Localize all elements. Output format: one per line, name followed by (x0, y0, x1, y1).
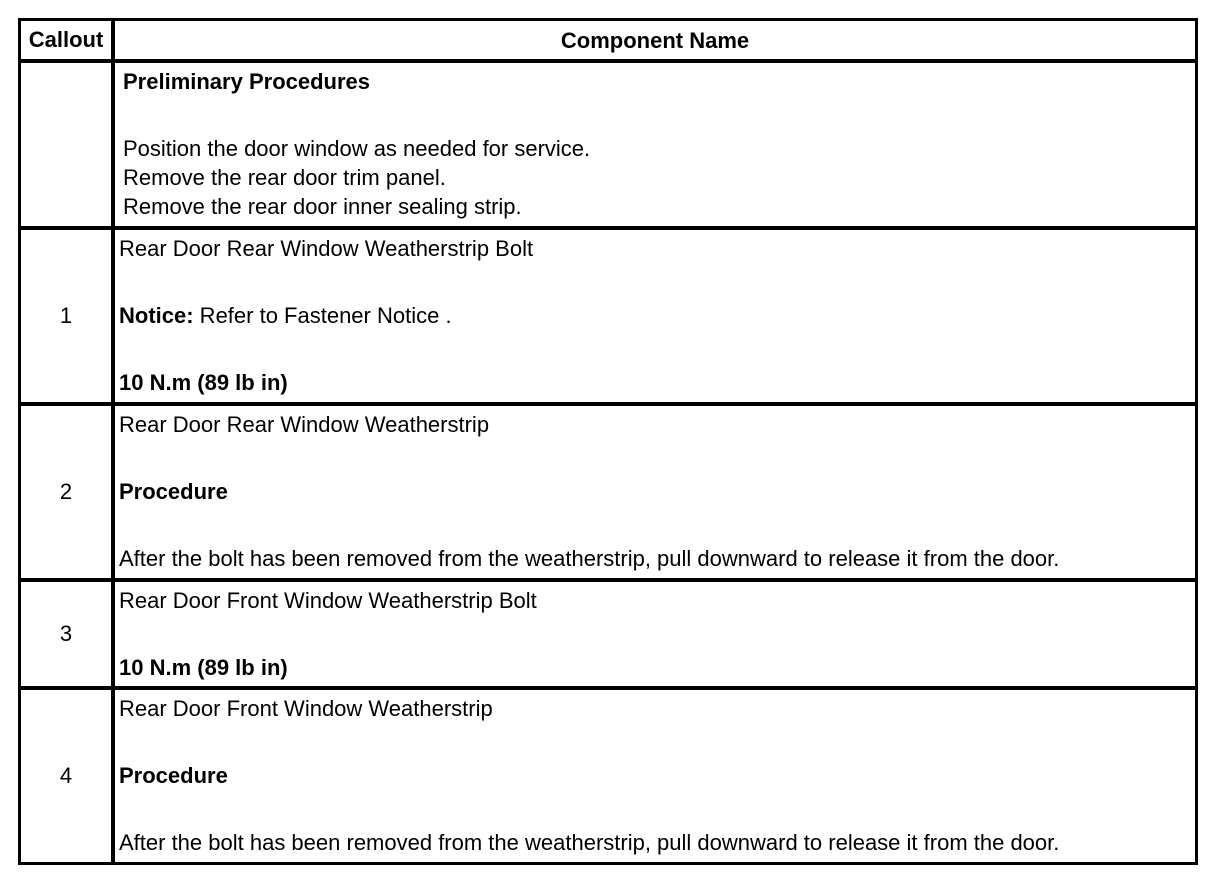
procedure-label: Procedure (119, 479, 228, 504)
component-name: Rear Door Front Window Weatherstrip Bolt (119, 588, 537, 613)
component-name: Rear Door Rear Window Weatherstrip Bolt (119, 236, 534, 261)
table-header-row (21, 21, 1195, 59)
preliminary-step: Remove the rear door inner sealing strip. (123, 194, 522, 219)
table-row-callout-3 (21, 578, 1195, 686)
table-row-callout-1 (21, 226, 1195, 402)
table-row-callout-4 (21, 686, 1195, 862)
spacer (119, 615, 1195, 653)
table-row-callout-2 (21, 402, 1195, 578)
preliminary-step: Position the door window as needed for service. (123, 136, 591, 161)
component-name: Rear Door Rear Window Weatherstrip (119, 412, 490, 437)
spacer (119, 723, 1195, 761)
notice-text: Refer to Fastener Notice . (193, 303, 452, 328)
preliminary-step: Remove the rear door trim panel. (123, 165, 446, 190)
callout-number: 1 (21, 230, 115, 402)
notice-label: Notice: (119, 303, 194, 328)
preliminary-procedures-cell (115, 63, 1195, 226)
spacer (119, 790, 1195, 828)
component-name: Rear Door Front Window Weatherstrip (119, 696, 493, 721)
callout-number: 4 (21, 690, 115, 862)
preliminary-procedures-title: Preliminary Procedures (123, 69, 371, 94)
component-name-column-header: Component Name (560, 27, 750, 53)
component-cell (115, 230, 1195, 402)
torque-spec: 10 N.m (89 lb in) (119, 370, 288, 395)
procedure-text: After the bolt has been removed from the weatherstrip, pull downward to release it from the door. (119, 546, 1060, 571)
spacer (119, 439, 1195, 477)
component-cell (115, 690, 1195, 862)
callout-column-header: Callout (21, 21, 115, 59)
torque-spec: 10 N.m (89 lb in) (119, 655, 288, 680)
component-table (18, 18, 1198, 865)
spacer (119, 330, 1195, 368)
callout-number: 3 (21, 582, 115, 686)
preliminary-callout-cell (21, 63, 115, 226)
procedure-text: After the bolt has been removed from the weatherstrip, pull downward to release it from the door. (119, 830, 1060, 855)
spacer (119, 263, 1195, 301)
component-cell (115, 582, 1195, 686)
procedure-label: Procedure (119, 763, 228, 788)
callout-number: 2 (21, 406, 115, 578)
spacer (119, 506, 1195, 544)
preliminary-procedures-row (21, 59, 1195, 226)
notice-line (119, 301, 1195, 330)
component-cell (115, 406, 1195, 578)
spacer (123, 96, 1195, 134)
